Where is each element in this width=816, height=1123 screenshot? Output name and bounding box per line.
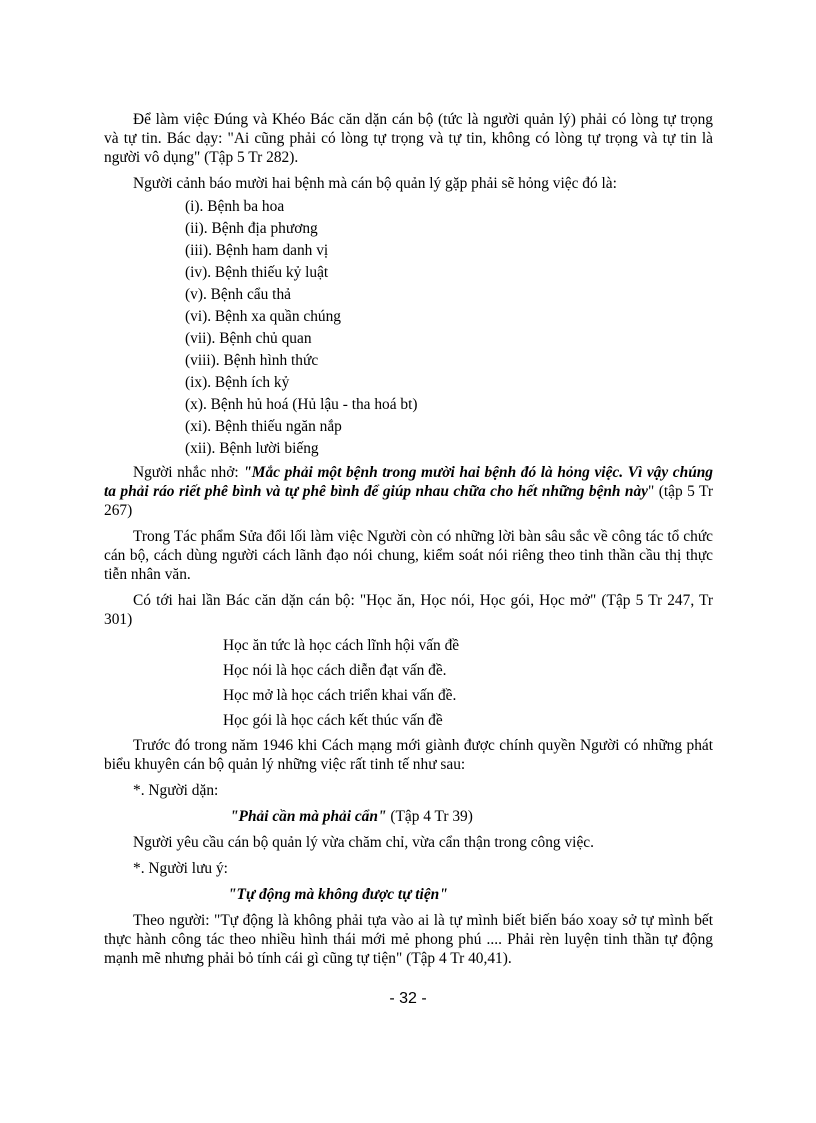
list-item: (vi). Bệnh xa quần chúng: [185, 308, 342, 325]
quote-initiative: [104, 885, 713, 904]
list-item: Học gói là học cách kết thúc vấn đề: [223, 712, 443, 729]
diseases-list: [104, 196, 713, 460]
quote-diligence: [104, 807, 713, 826]
paragraph-initiative-explanation: Theo người: "Tự động là không phải tựa vào ai là tự mình biết biến báo xoay sở tự mình bết thực hành công tác theo nhiều hình thái mới mẻ phong phú .... Phải rèn luyện tinh thần tự động mạnh mẽ nhưng phải bỏ tính cái gì cũng tự tiện" (Tập 4 Tr 40,41).: [104, 912, 713, 967]
paragraph-reminder: [104, 463, 713, 520]
paragraph-twelve-diseases-intro: Người cảnh báo mười hai bệnh mà cán bộ quản lý gặp phải sẽ hỏng việc đó là:: [133, 175, 617, 192]
list-item: (vii). Bệnh chủ quan: [185, 330, 312, 347]
quote-diligence-text: "Phải cần mà phải cẩn": [230, 808, 387, 825]
body-text: [104, 110, 713, 975]
quote-diligence-reference: (Tập 4 Tr 39): [386, 808, 473, 825]
list-item: (iv). Bệnh thiếu kỷ luật: [185, 264, 329, 281]
list-item: (iii). Bệnh ham danh vị: [185, 242, 329, 259]
list-item: (v). Bệnh cẩu thả: [185, 286, 291, 303]
reminder-quote: "Mắc phải một bệnh trong mười hai bệnh đó là hỏng việc. Vì vậy chúng ta phải ráo riết phê bình và tự phê bình để giúp nhau chữa cho hết những bệnh này: [104, 464, 714, 500]
paragraph-learn-intro: Có tới hai lần Bác căn dặn cán bộ: "Học ăn, Học nói, Học gói, Học mở" (Tập 5 Tr 247, Tr 301): [104, 592, 713, 628]
list-item: (ii). Bệnh địa phương: [185, 220, 318, 237]
list-item: (xi). Bệnh thiếu ngăn nắp: [185, 418, 342, 435]
paragraph-1946: Trước đó trong năm 1946 khi Cách mạng mới giành được chính quyền Người có những phát biểu khuyên cán bộ quản lý những việc rất tinh tế như sau:: [104, 737, 713, 773]
paragraph-self-respect: Để làm việc Đúng và Khéo Bác căn dặn cán bộ (tức là người quản lý) phải có lòng tự trọng và tự tin. Bác dạy: "Ai cũng phải có lòng tự trọng và tự tin, không có lòng tự trọng và tự tin là người vô dụng" (Tập 5 Tr 282).: [104, 111, 713, 166]
paragraph-diligence-explanation: Người yêu cầu cán bộ quản lý vừa chăm chỉ, vừa cẩn thận trong công việc.: [133, 834, 594, 851]
list-item: Học ăn tức là học cách lĩnh hội vấn đề: [223, 637, 460, 654]
list-item: (viii). Bệnh hình thức: [185, 352, 319, 369]
list-item: (x). Bệnh hủ hoá (Hủ lậu - tha hoá bt): [185, 396, 418, 413]
list-item: Học nói là học cách diễn đạt vấn đề.: [223, 662, 447, 679]
paragraph-work-style: Trong Tác phẩm Sửa đổi lối làm việc Người còn có những lời bàn sâu sắc về công tác tổ chức cán bộ, cách dùng người cách lãnh đạo nói chung, kiểm soát nói riêng theo tinh thần cầu thị thực tiễn nhân văn.: [104, 528, 713, 583]
reminder-lead: Người nhắc nhở:: [133, 464, 244, 481]
list-item: (i). Bệnh ba hoa: [185, 198, 285, 215]
reminder-reference: " (tập 5 Tr 267): [104, 483, 713, 519]
page-number: - 32 -: [389, 990, 427, 1007]
list-item: (xii). Bệnh lười biếng: [185, 440, 319, 457]
learn-list: [104, 633, 713, 733]
quote-initiative-text: "Tự động mà không được tự tiện": [228, 886, 448, 903]
list-item: (ix). Bệnh ích kỷ: [185, 374, 290, 391]
paragraph-advice-label: *. Người dặn:: [133, 782, 219, 799]
paragraph-note-label: *. Người lưu ý:: [133, 860, 228, 877]
list-item: Học mở là học cách triển khai vấn đề.: [223, 687, 457, 704]
